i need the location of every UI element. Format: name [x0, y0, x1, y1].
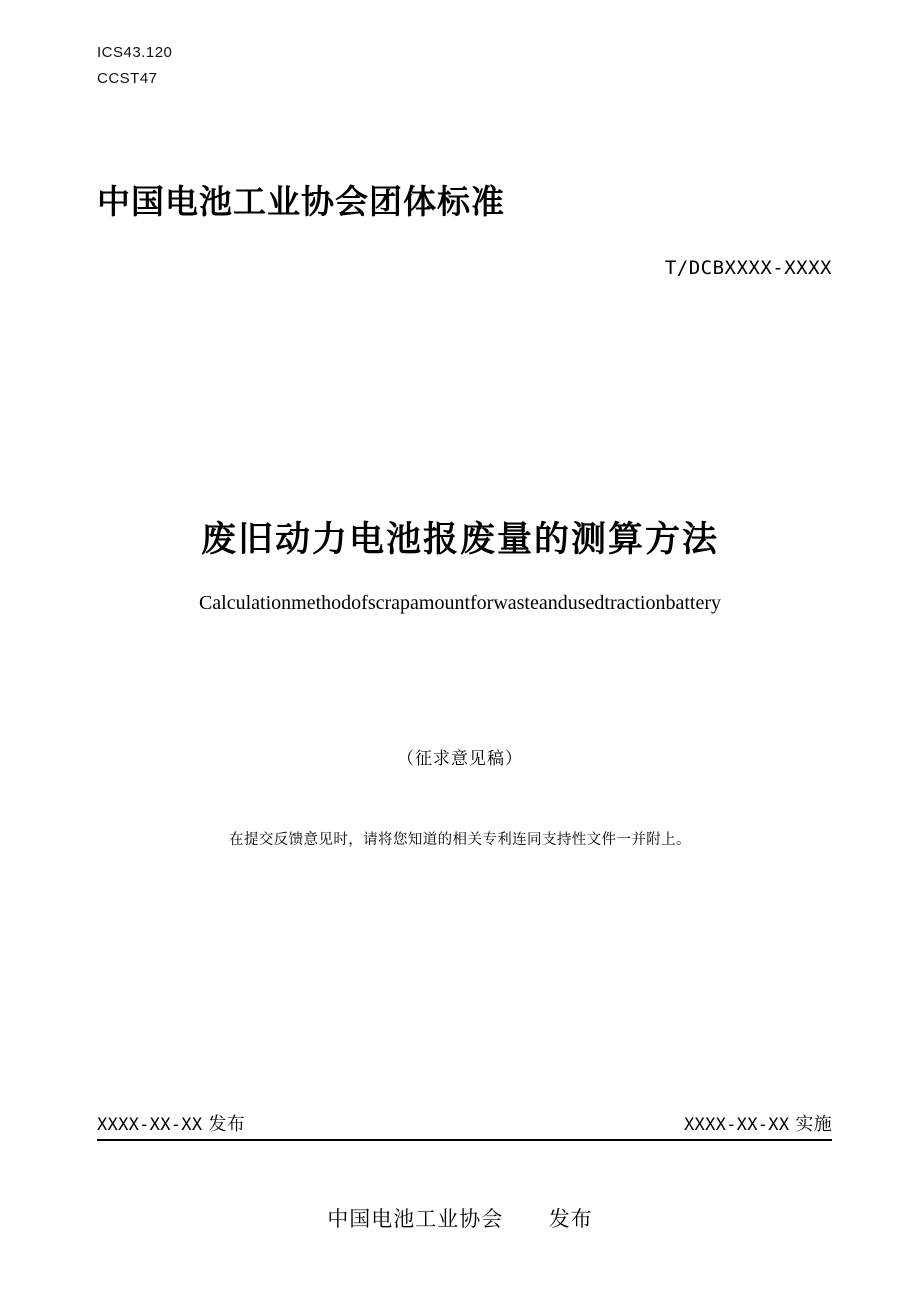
publisher-name: 中国电池工业协会: [327, 1207, 504, 1231]
publisher-line: [0, 1203, 920, 1233]
implementation-label: 实施: [795, 1114, 832, 1135]
page-title: 废旧动力电池报废量的测算方法: [200, 520, 719, 560]
ccs-code: CCST47: [97, 70, 158, 87]
standard-number: T/DCBXXXX-XXXX: [664, 257, 832, 279]
ics-classification-block: [97, 40, 172, 92]
footer-divider: [97, 1139, 832, 1141]
implementation-date: XXXX-XX-XX: [684, 1115, 790, 1135]
issue-date-group: [97, 1110, 245, 1136]
issue-date: XXXX-XX-XX: [97, 1115, 203, 1135]
publisher-action: 发布: [548, 1207, 593, 1231]
footer-dates-row: [97, 1108, 832, 1136]
ics-code: ICS43.120: [97, 44, 173, 61]
patent-notice-text: 在提交反馈意见时，请将您知道的相关专利连同支持性文件一并附上。: [229, 832, 691, 848]
issue-label: 发布: [208, 1114, 245, 1135]
draft-status-label: （征求意见稿）: [397, 749, 523, 768]
association-standard-title: 中国电池工业协会团体标准: [97, 182, 505, 221]
implementation-date-group: [684, 1110, 832, 1136]
page-title-english: Calculationmethodofscrapamountforwasteandusedtractionbattery: [198, 592, 722, 614]
